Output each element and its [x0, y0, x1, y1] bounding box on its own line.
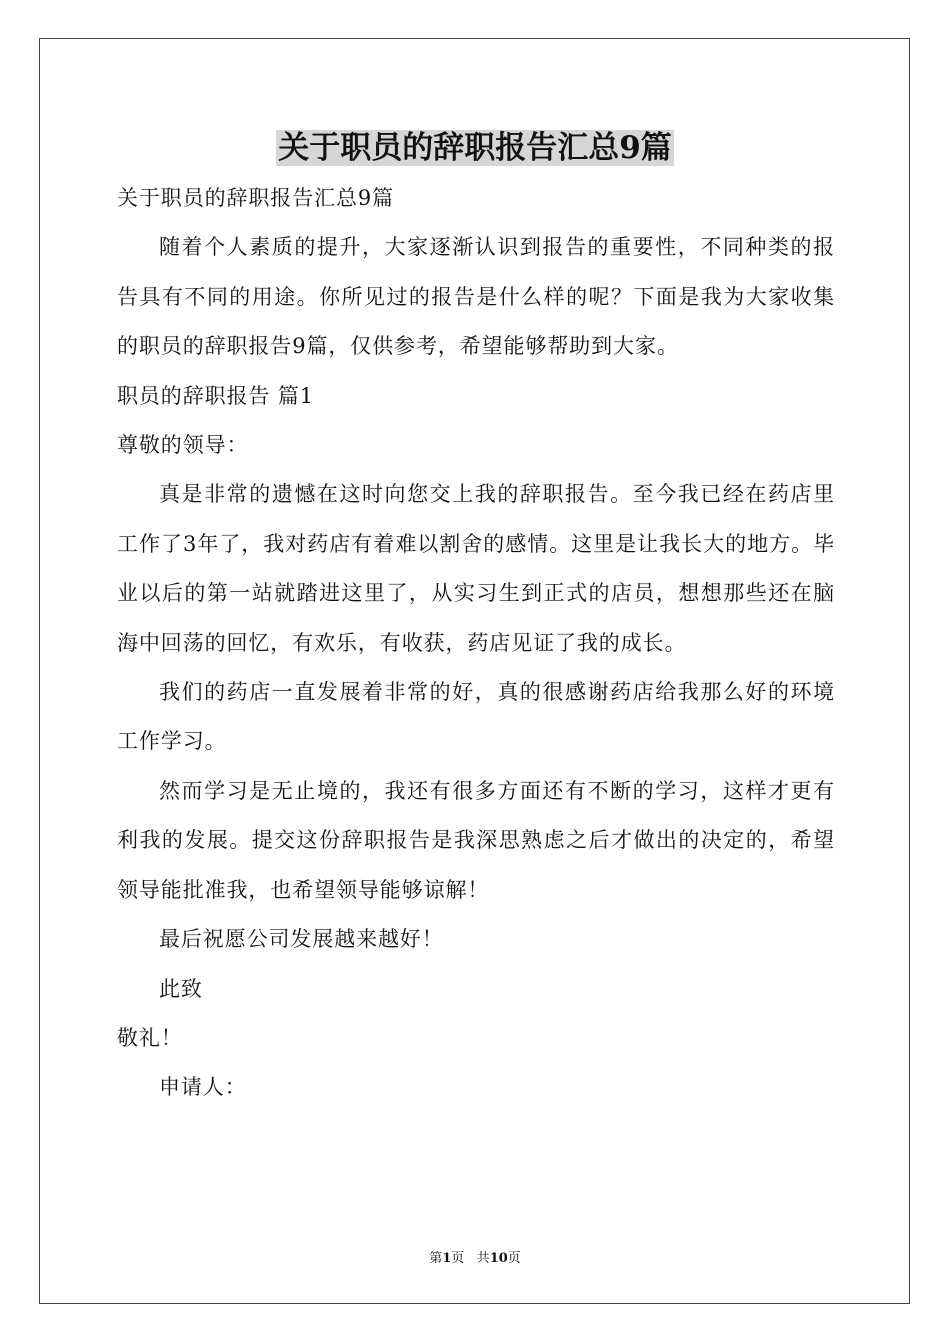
- document-title: [0, 126, 950, 170]
- footer-page-number: 1: [442, 1251, 452, 1266]
- footer-total-prefix: 共: [476, 1251, 490, 1266]
- paragraph-body-3: 然而学习是无止境的，我还有很多方面还有不断的学习，这样才更有利我的发展。提交这份辞职报告是我深思熟虑之后才做出的决定的，希望领导能批准我，也希望领导能够谅解！: [117, 778, 835, 902]
- paragraph-subtitle: 关于职员的辞职报告汇总9篇: [117, 186, 395, 210]
- closing-phrase: 此致: [159, 976, 203, 1001]
- document-body: [117, 174, 835, 1113]
- paragraph-intro: 随着个人素质的提升，大家逐渐认识到报告的重要性，不同种类的报告具有不同的用途。你所见过的报告是什么样的呢？下面是我为大家收集的职员的辞职报告9篇，仅供参考，希望能够帮助到大家。: [117, 235, 835, 359]
- closing-salute: 敬礼！: [117, 1025, 183, 1050]
- page-footer: [0, 1247, 950, 1266]
- footer-page-suffix: 页: [451, 1251, 465, 1266]
- footer-total-suffix: 页: [507, 1251, 521, 1266]
- paragraph-wishes: 最后祝愿公司发展越来越好！: [159, 927, 444, 952]
- paragraph-body-2: 我们的药店一直发展着非常的好，真的很感谢药店给我那么好的环境工作学习。: [117, 680, 835, 754]
- salutation: 尊敬的领导：: [117, 433, 249, 458]
- footer-total-pages: 10: [489, 1251, 508, 1266]
- paragraph-body-1: 真是非常的遗憾在这时向您交上我的辞职报告。至今我已经在药店里工作了3年了，我对药店有着难以割舍的感情。这里是让我长大的地方。毕业以后的第一站就踏进这里了，从实习生到正式的店员，想想那些还在脑海中回荡的回忆，有欢乐，有收获，药店见证了我的成长。: [117, 482, 835, 655]
- document-title-text: 关于职员的辞职报告汇总9篇: [278, 130, 672, 166]
- footer-prefix: 第: [429, 1251, 443, 1266]
- section-heading: 职员的辞职报告 篇1: [117, 383, 315, 408]
- applicant-line: 申请人：: [159, 1075, 247, 1100]
